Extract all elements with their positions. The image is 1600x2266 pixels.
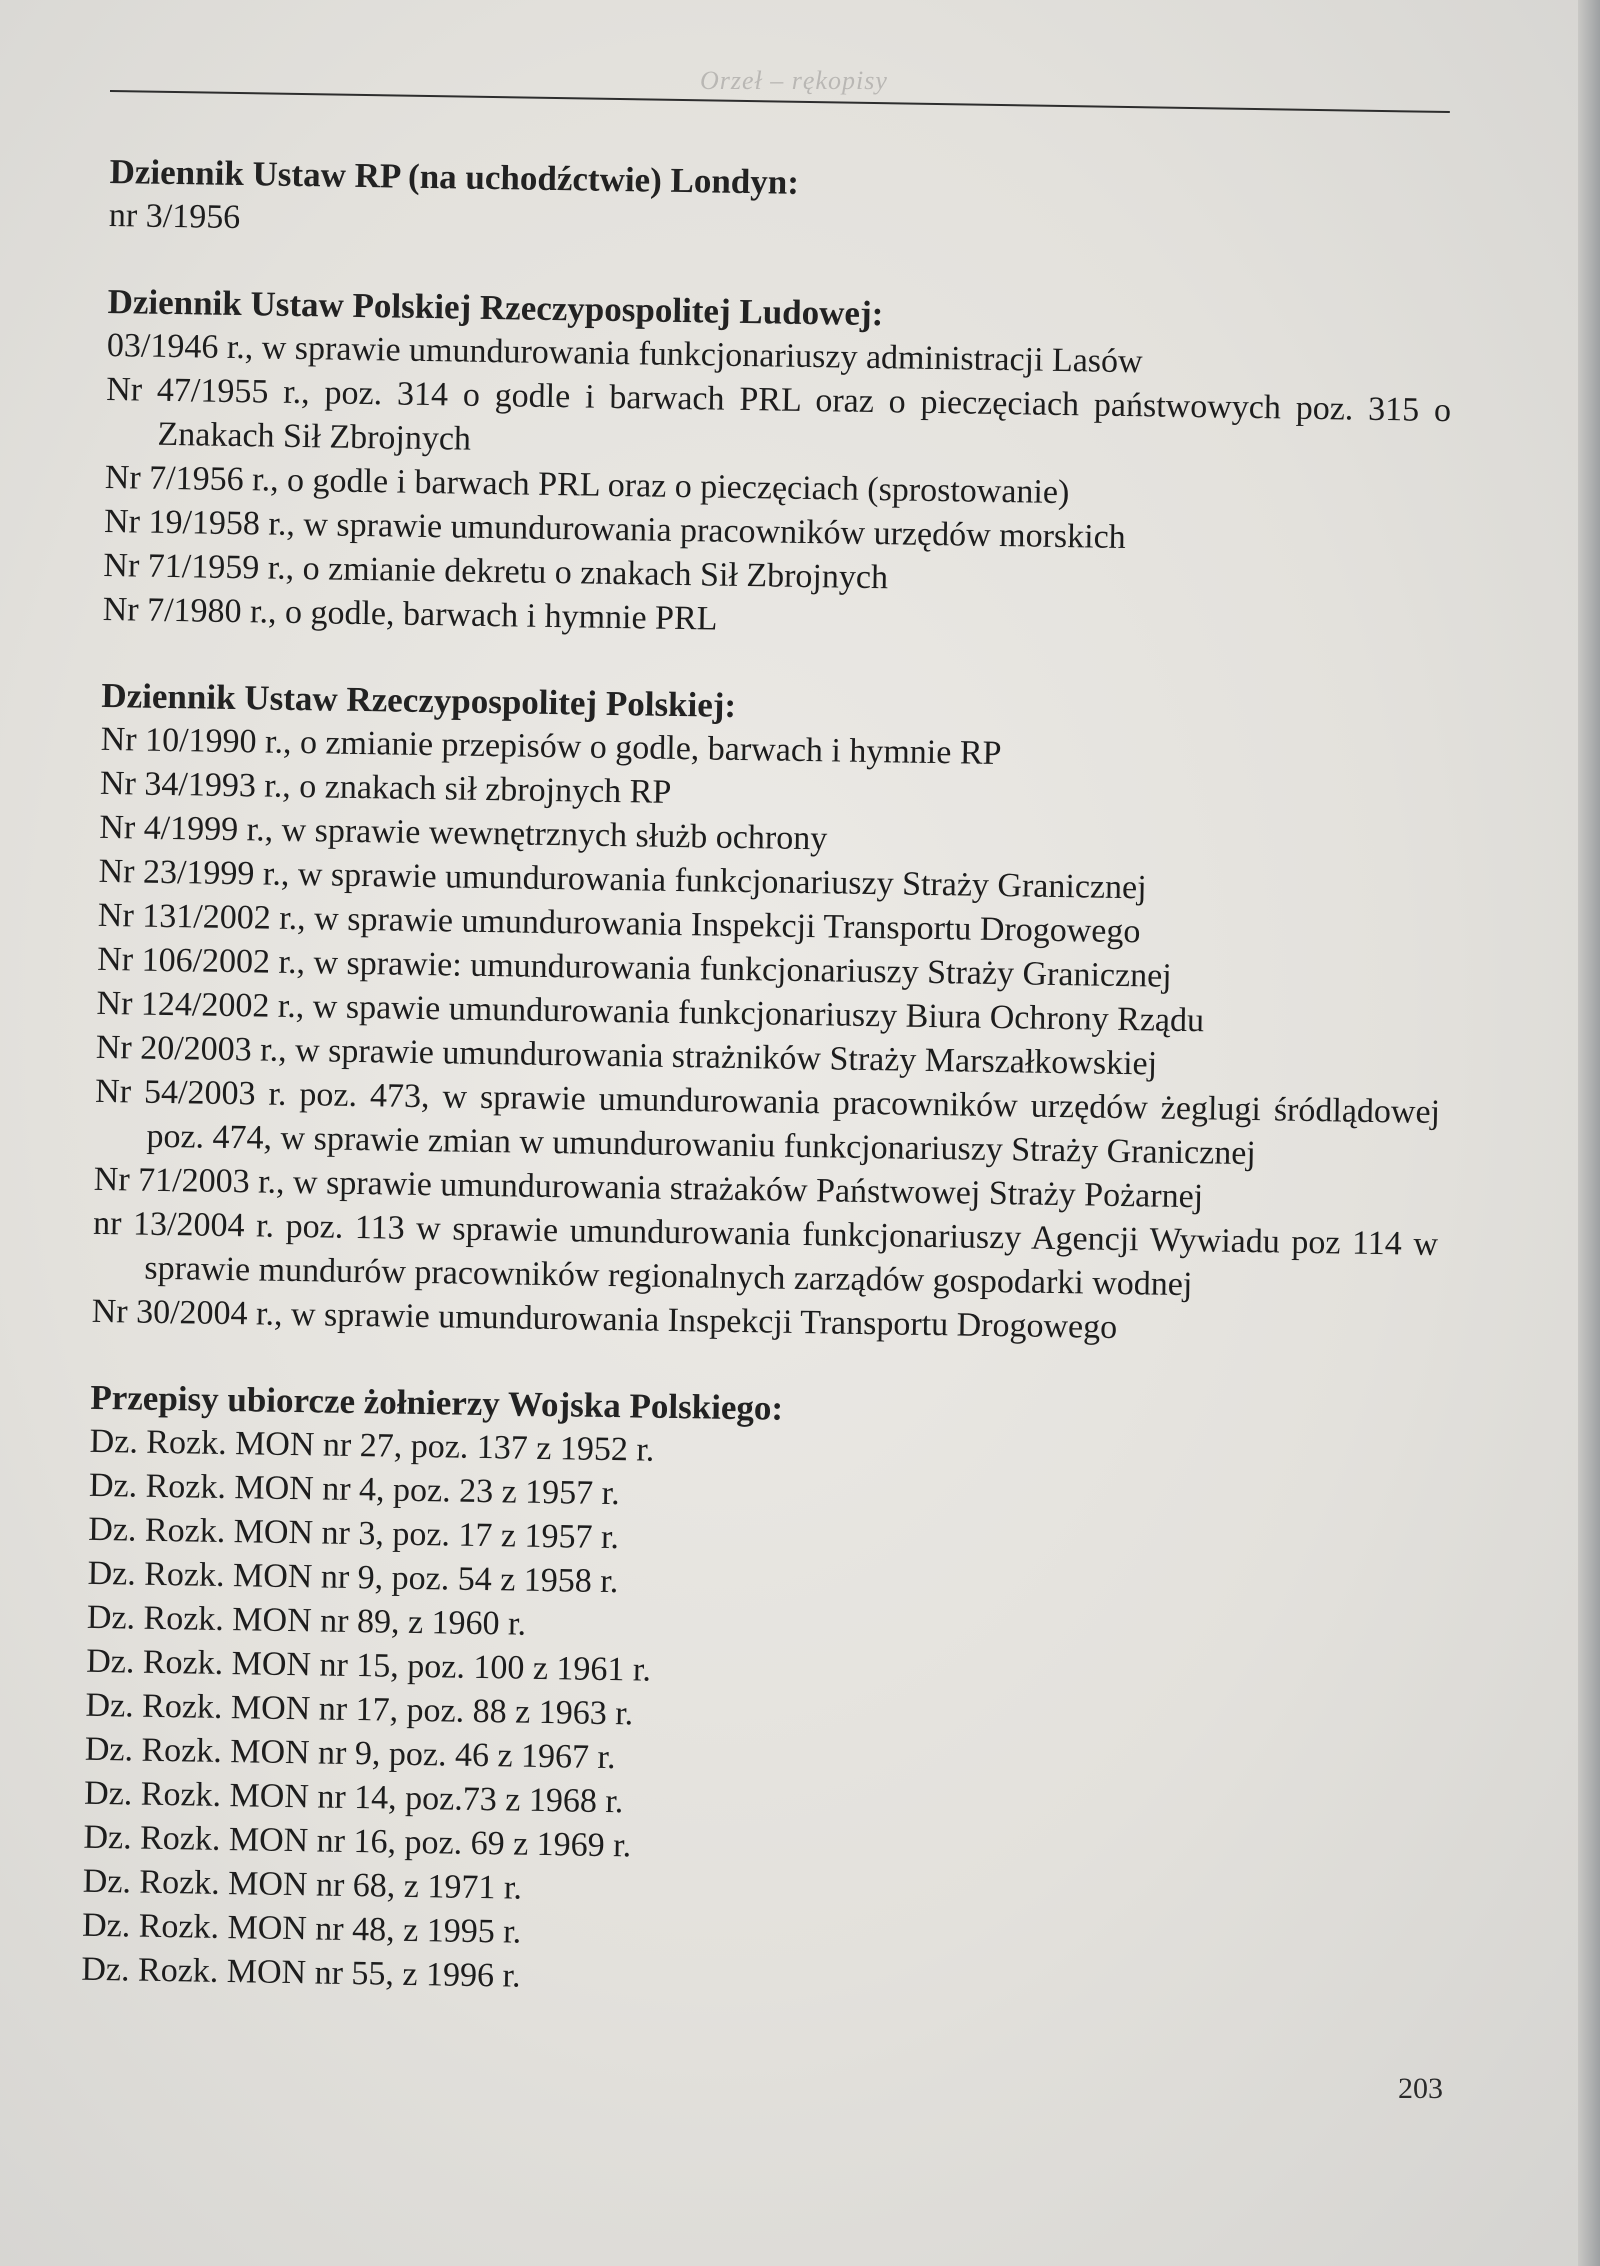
section-heading: Dziennik Ustaw Rzeczypospolitej Polskiej: [101,675,737,725]
list-item: Nr 30/2004 r., w sprawie umundurowania Inspekcji Transportu Drogowego [91,1292,1118,1346]
list-item: Nr 124/2002 r., w spawie umundurowania funkcjonariuszy Biura Ochrony Rządu [96,984,1205,1040]
list-item: Dz. Rozk. MON nr 9, poz. 46 z 1967 r. [84,1730,616,1777]
list-item: Dz. Rozk. MON nr 16, poz. 69 z 1969 r. [83,1818,632,1865]
list-item: Dz. Rozk. MON nr 68, z 1971 r. [82,1862,523,1907]
section-przepisy-ubiorcze [81,1376,1436,2013]
list-item: nr 3/1956 [108,196,241,237]
section-dziennik-ustaw-prl [102,280,1452,653]
page-edge-shadow [1578,0,1600,2266]
list-item: Nr 131/2002 r., w sprawie umundurowania Inspekcji Transportu Drogowego [97,896,1141,951]
list-item: Nr 7/1980 r., o godle, barwach i hymnie PRL [102,590,718,638]
section-dziennik-ustaw-rp [91,674,1446,1355]
list-item: Nr 71/2003 r., w sprawie umundurowania strażaków Państwowej Straży Pożarnej [93,1160,1204,1216]
list-item: Nr 7/1956 r., o godle i barwach PRL oraz o pieczęciach (sprostowanie) [104,458,1070,512]
list-item: Dz. Rozk. MON nr 9, poz. 54 z 1958 r. [87,1554,619,1601]
list-item: Nr 54/2003 r. poz. 473, w sprawie umundurowania pracowników urzędów żeglugi śródlądowej poz. 474, w sprawie zmian w umundurowaniu funkcjonariuszy Straży Granicznej [94,1072,1441,1173]
list-item: Nr 4/1999 r., w sprawie wewnętrznych służb ochrony [99,808,828,858]
list-item: Nr 106/2002 r., w sprawie: umundurowania funkcjonariuszy Straży Granicznej [96,940,1172,995]
list-item: Dz. Rozk. MON nr 15, poz. 100 z 1961 r. [85,1642,652,1689]
section-heading: Przepisy ubiorcze żołnierzy Wojska Polskiego: [90,1377,784,1428]
list-item: Nr 47/1955 r., poz. 314 o godle i barwach PRL oraz o pieczęciach państwowych poz. 315 o Znakach Sił Zbrojnych [105,370,1452,458]
list-item: Nr 23/1999 r., w sprawie umundurowania funkcjonariuszy Straży Granicznej [98,852,1147,907]
list-item: 03/1946 r., w sprawie umundurowania funkcjonariuszy administracji Lasów [106,326,1143,381]
list-item: nr 13/2004 r. poz. 113 w sprawie umundurowania funkcjonariuszy Agencji Wywiadu poz 114 w sprawie mundurów pracowników regionalnych zarządów gospodarki wodnej [92,1204,1439,1304]
page-number: 203 [1398,2072,1443,2105]
list-item: Dz. Rozk. MON nr 89, z 1960 r. [86,1598,527,1643]
list-item: Nr 34/1993 r., o znakach sił zbrojnych RP [99,764,672,811]
list-item: Dz. Rozk. MON nr 4, poz. 23 z 1957 r. [88,1466,620,1513]
list-item: Nr 20/2003 r., w sprawie umundurowania strażników Straży Marszałkowskiej [95,1028,1158,1083]
section-heading: Dziennik Ustaw RP (na uchodźctwie) Londyn: [109,151,800,202]
list-item: Dz. Rozk. MON nr 48, z 1995 r. [81,1906,522,1951]
list-item: Nr 10/1990 r., o zmianie przepisów o godle, barwach i hymnie RP [100,720,1002,773]
section-dziennik-ustaw-londyn [109,150,1455,259]
section-heading: Dziennik Ustaw Polskiej Rzeczypospolitej Ludowej: [107,281,884,334]
list-item: Nr 71/1959 r., o zmianie dekretu o znakach Sił Zbrojnych [103,546,889,597]
list-item: Dz. Rozk. MON nr 3, poz. 17 z 1957 r. [88,1510,620,1557]
list-item: Dz. Rozk. MON nr 27, poz. 137 z 1952 r. [89,1422,655,1469]
bibliography-content [80,150,1454,2055]
list-item: Nr 19/1958 r., w sprawie umundurowania pracowników urzędów morskich [103,502,1127,556]
list-item: Dz. Rozk. MON nr 55, z 1996 r. [81,1950,521,1995]
list-item: Dz. Rozk. MON nr 14, poz.73 z 1968 r. [83,1774,624,1821]
running-header: Orzeł – rękopisy [700,66,888,95]
list-item: Dz. Rozk. MON nr 17, poz. 88 z 1963 r. [85,1686,634,1733]
